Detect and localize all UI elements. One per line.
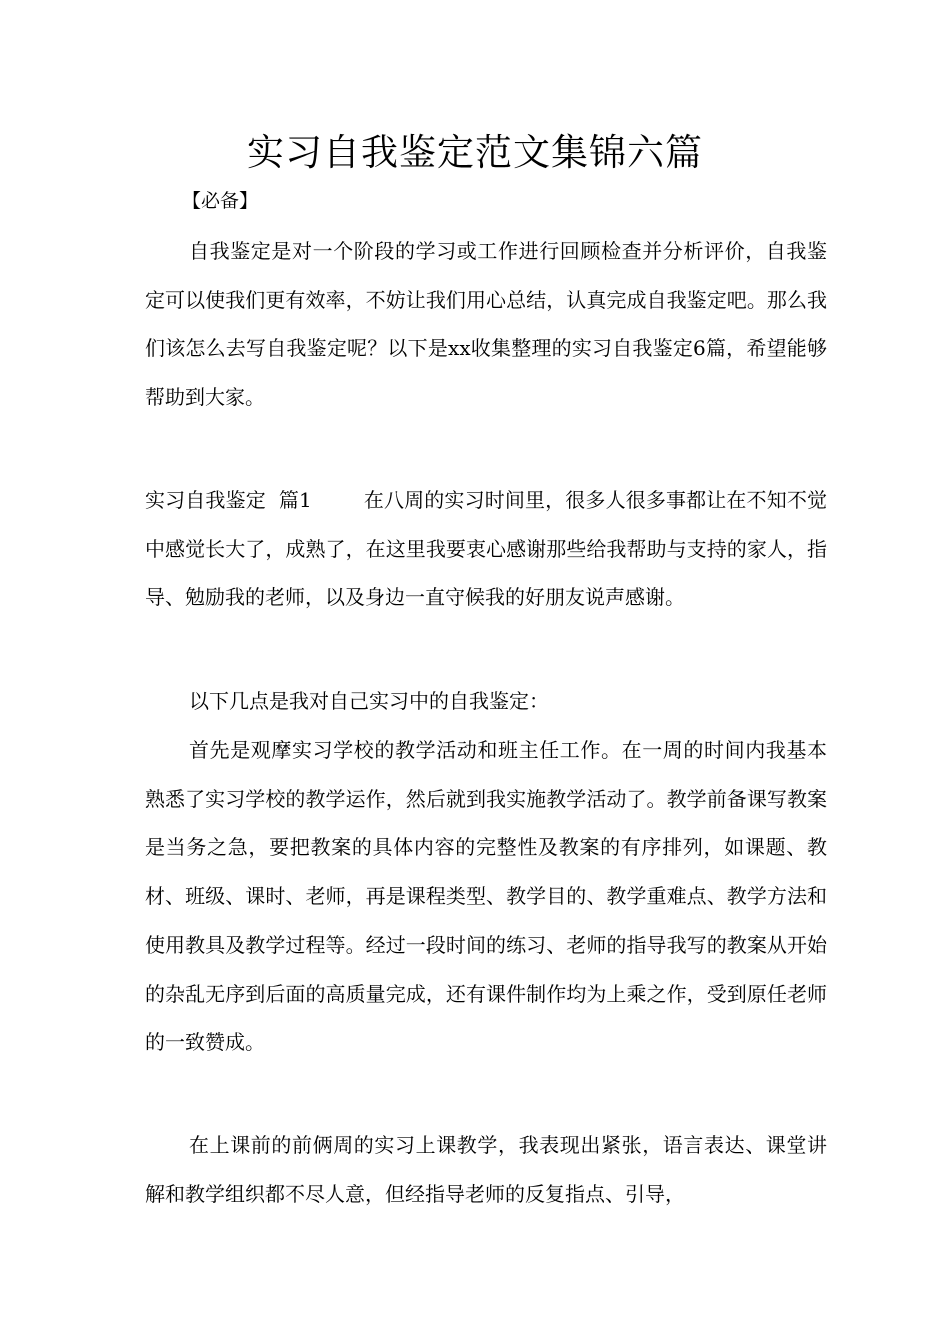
section-1-paragraph: [145, 476, 827, 622]
points-paragraph: 以下几点是我对自己实习中的自我鉴定：: [189, 689, 549, 713]
intro-paragraph: 自我鉴定是对一个阶段的学习或工作进行回顾检查并分析评价，自我鉴定可以使我们更有效率，不妨让我们用心总结，认真完成自我鉴定吧。那么我们该怎么去写自我鉴定呢？以下是xx收集整理的实习自我鉴定6篇，希望能够帮助到大家。: [145, 239, 827, 410]
document-tag: 【必备】: [182, 190, 259, 212]
document-title: 实习自我鉴定范文集锦六篇: [247, 131, 703, 174]
section-1-text: 在八周的实习时间里，很多人很多事都让在不知不觉中感觉长大了，成熟了，在这里我要衷心感谢那些给我帮助与支持的家人，指导、勉励我的老师，以及身边一直守候我的好朋友说声感谢。: [145, 488, 827, 610]
section-1-label: 实习自我鉴定 篇1: [145, 488, 312, 512]
teaching-paragraph: 在上课前的前俩周的实习上课教学，我表现出紧张，语言表达、课堂讲解和教学组织都不尽人意，但经指导老师的反复指点、引导，: [145, 1133, 827, 1206]
observation-paragraph: 首先是观摩实习学校的教学活动和班主任工作。在一周的时间内我基本熟悉了实习学校的教学运作，然后就到我实施教学活动了。教学前备课写教案是当务之急，要把教案的具体内容的完整性及教案的有序排列，如课题、教材、班级、课时、老师，再是课程类型、教学目的、教学重难点、教学方法和使用教具及教学过程等。经过一段时间的练习、老师的指导我写的教案从开始的杂乱无序到后面的高质量完成，还有课件制作均为上乘之作，受到原任老师的一致赞成。: [145, 738, 827, 1055]
